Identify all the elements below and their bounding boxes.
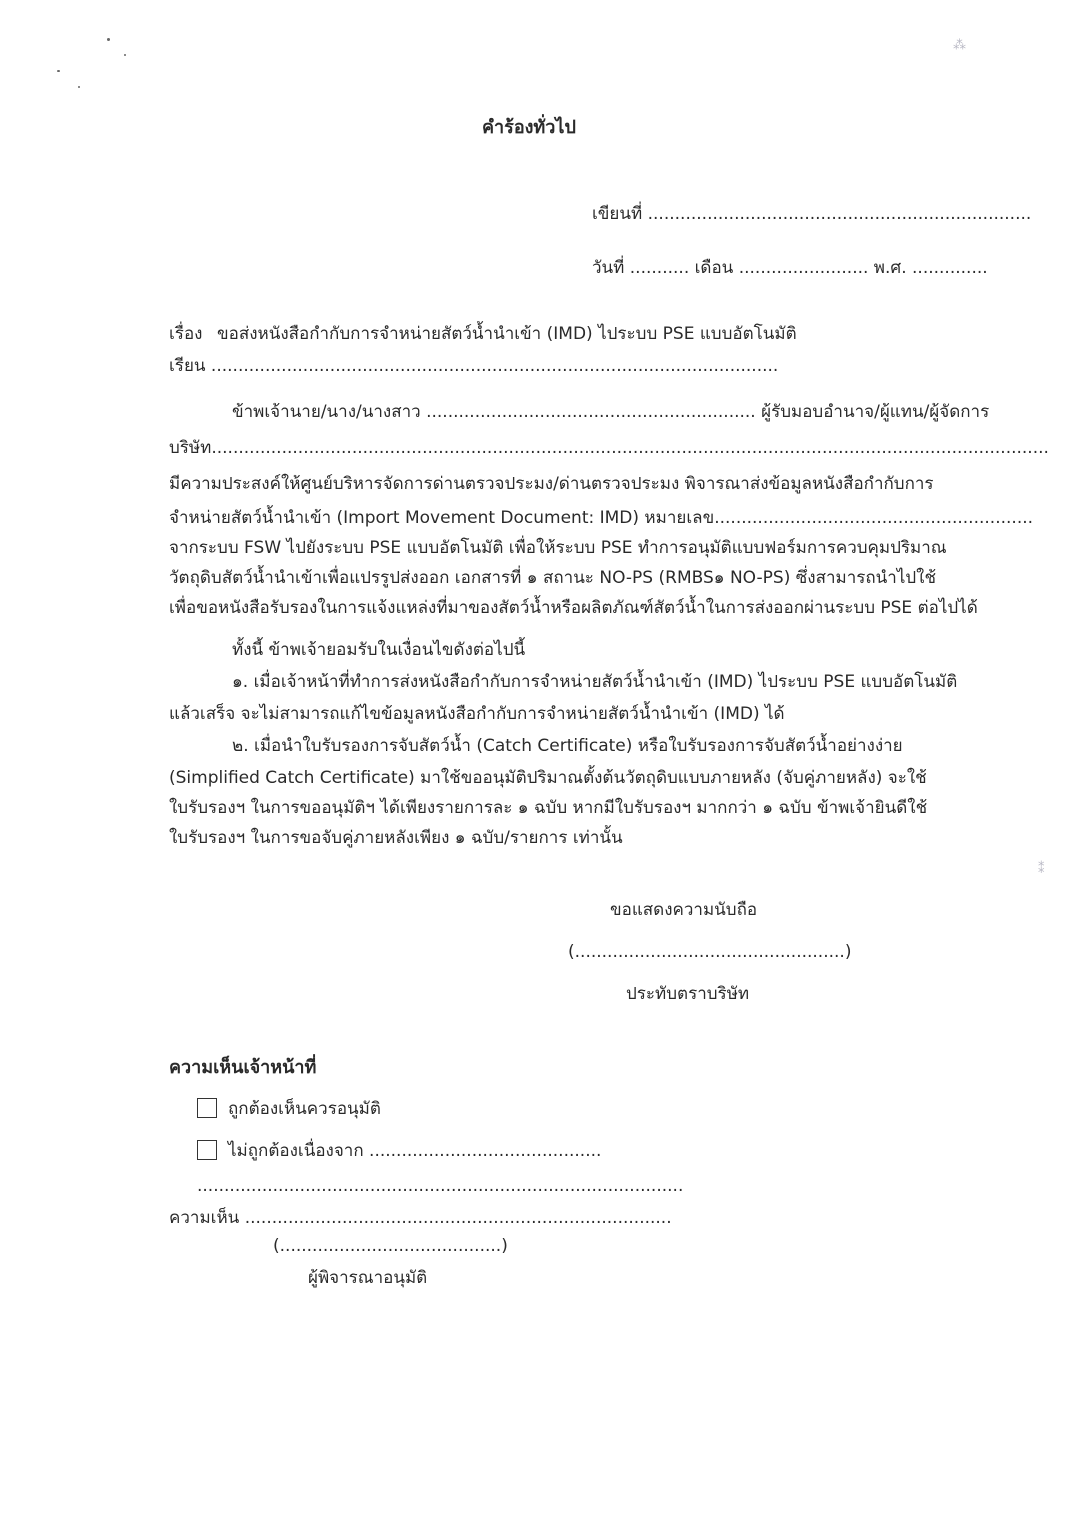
officer-opinion-heading: ความเห็นเจ้าหน้าที่ [169, 1057, 317, 1078]
condition-2-line-3: ใบรับรองฯ ในการขออนุมัติฯ ได้เพียงรายการละ ๑ ฉบับ หากมีใบรับรองฯ มากกว่า ๑ ฉบับ ข้าพเจ้ายินดีใช้ [169, 798, 928, 818]
request-line-3: จากระบบ FSW ไปยังระบบ PSE แบบอัตโนมัติ เพื่อให้ระบบ PSE ทำการอนุมัติแบบฟอร์มการควบคุมปริมาณ [169, 538, 947, 558]
condition-1-line-1: ๑. เมื่อเจ้าหน้าที่ทำการส่งหนังสือกำกับการจำหน่ายสัตว์น้ำนำเข้า (IMD) ไประบบ PSE แบบอัตโนมัติ [232, 672, 958, 692]
scan-speck [57, 70, 60, 72]
conditions-intro: ทั้งนี้ ข้าพเจ้ายอมรับในเงื่อนไขดังต่อไปนี้ [232, 640, 526, 660]
condition-2-line-4: ใบรับรองฯ ในการขอจับคู่ภายหลังเพียง ๑ ฉบับ/รายการ เท่านั้น [169, 828, 623, 848]
scan-speck [78, 86, 80, 88]
request-line-5: เพื่อขอหนังสือรับรองในการแจ้งแหล่งที่มาของสัตว์น้ำหรือผลิตภัณฑ์สัตว์น้ำในการส่งออกผ่านระบบ PSE ต่อไปได้ [169, 598, 978, 618]
condition-1-line-2: แล้วเสร็จ จะไม่สามารถแก้ไขข้อมูลหนังสือกำกับการจำหน่ายสัตว์น้ำนำเข้า (IMD) ได้ [169, 704, 785, 724]
approver-label: ผู้พิจารณาอนุมัติ [308, 1268, 428, 1288]
opinion-line: ความเห็น ............................................................................... [169, 1208, 672, 1228]
recipient-line: เรียน ......................................................................................................... [169, 356, 779, 376]
written-at-line: เขียนที่ ....................................................................... [592, 204, 1032, 224]
condition-2-line-1: ๒. เมื่อนำใบรับรองการจับสัตว์น้ำ (Catch Certificate) หรือใบรับรองการจับสัตว์น้ำอย่างง่าย [232, 736, 903, 756]
scan-speck [124, 54, 126, 56]
company-line: บริษัท........................................................................................................................................................... [169, 438, 1049, 458]
condition-2-line-2: (Simplified Catch Certificate) มาใช้ขออนุมัติปริมาณตั้งต้นวัตถุดิบแบบภายหลัง (จับคู่ภายหลัง) จะใช้ [169, 768, 927, 788]
request-line-2: จำหน่ายสัตว์น้ำนำเข้า (Import Movement Document: IMD) หมายเลข........................................................... [169, 508, 1034, 528]
signature-name-line: (..................................................) [568, 942, 852, 962]
reject-option-label: ไม่ถูกต้องเนื่องจาก ........................................... [228, 1141, 602, 1161]
applicant-line: ข้าพเจ้านาย/นาง/นางสาว ............................................................. ผู้รับมอบอำนาจ/ผู้แทน/ผู้จัดการ [232, 402, 990, 422]
scan-edge-mark: ⁂ [953, 38, 966, 53]
request-line-1: มีความประสงค์ให้ศูนย์บริหารจัดการด่านตรวจประมง/ด่านตรวจประมง พิจารณาส่งข้อมูลหนังสือกำกับการ [169, 474, 934, 494]
reject-reason-continuation: .......................................................................................... [197, 1176, 684, 1196]
reject-checkbox[interactable] [197, 1140, 217, 1160]
approver-name-line: (.........................................) [273, 1236, 508, 1256]
scan-speck [107, 38, 110, 41]
approve-option-label: ถูกต้องเห็นควรอนุมัติ [228, 1099, 381, 1119]
subject-text: ขอส่งหนังสือกำกับการจำหน่ายสัตว์น้ำนำเข้า (IMD) ไประบบ PSE แบบอัตโนมัติ [217, 324, 797, 344]
document-title: คำร้องทั่วไป [482, 117, 576, 138]
date-line: วันที่ ........... เดือน ........................ พ.ศ. .............. [592, 258, 988, 278]
request-line-4: วัตถุดิบสัตว์น้ำนำเข้าเพื่อแปรรูปส่งออก เอกสารที่ ๑ สถานะ NO-PS (RMBS๑ NO-PS) ซึ่งสามารถนำไปใช้ [169, 568, 937, 588]
scan-edge-mark: ⁑ [1038, 862, 1045, 877]
company-stamp-label: ประทับตราบริษัท [626, 984, 750, 1004]
approve-checkbox[interactable] [197, 1098, 217, 1118]
subject-label: เรื่อง [169, 324, 203, 344]
closing-text: ขอแสดงความนับถือ [610, 900, 758, 920]
